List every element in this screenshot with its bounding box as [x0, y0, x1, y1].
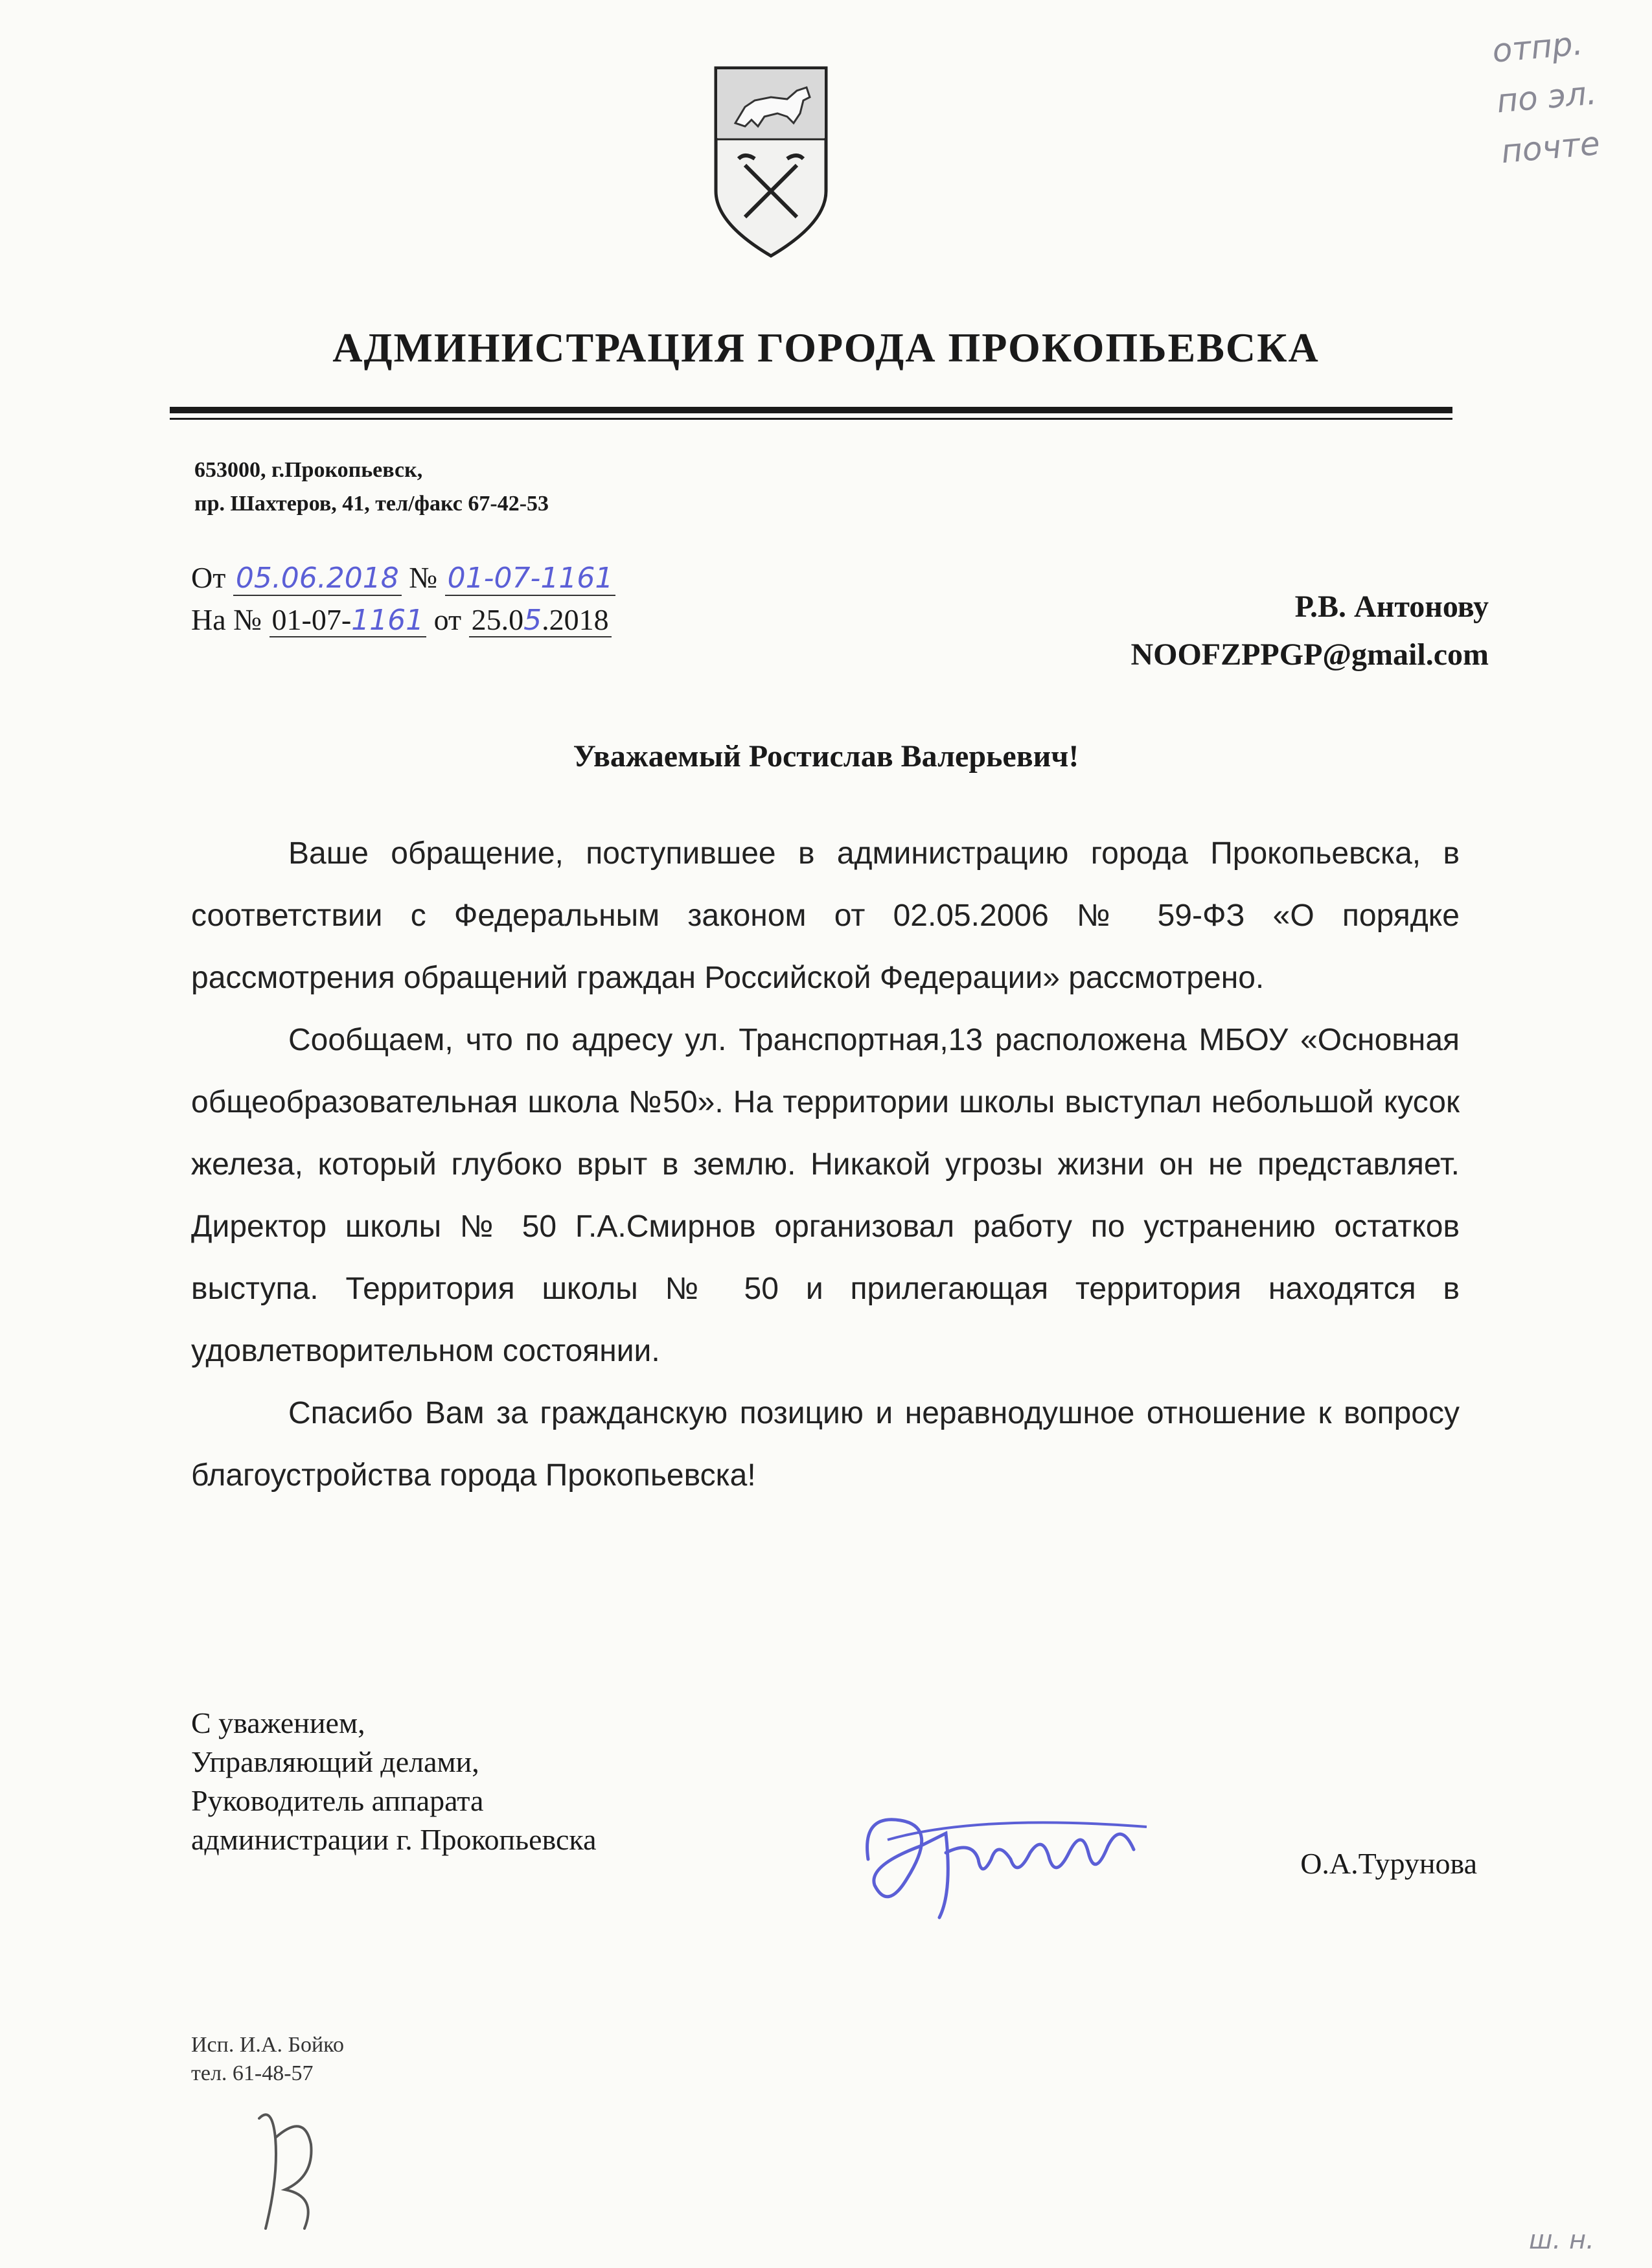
- reply-registration: [191, 599, 615, 641]
- corner-note-line: по эл.: [1495, 74, 1598, 120]
- reply-date: [469, 603, 612, 637]
- closing-line: администрации г. Прокопьевска: [191, 1823, 597, 1856]
- recipient-block: [1130, 583, 1489, 679]
- body-paragraph: Сообщаем, что по адресу ул. Транспортная,13 расположена МБОУ «Основная общеобразовательная школа №50». На территории школы выступал небольшой кусок железа, который глубоко врыт в землю. Никакой угрозы жизни он не представляет. Директор школы № 50 Г.А.Смирнов организовал работу по устранению остатков выступа. Территория школы № 50 и прилегающая территория находятся в удовлетворительном состоянии.: [191, 1023, 1460, 1368]
- reply-label: На №: [191, 603, 262, 636]
- signer-name: О.А.Турунова: [1300, 1847, 1477, 1880]
- closing-line: Руководитель аппарата: [191, 1784, 484, 1817]
- letter-body: [191, 823, 1460, 1507]
- corner-note-line: отпр.: [1491, 24, 1585, 70]
- outgoing-date: 05.06.2018: [233, 562, 402, 596]
- executor-block: [191, 2031, 344, 2088]
- reply-number: [270, 603, 427, 637]
- executor-name: Исп. И.А. Бойко: [191, 2033, 344, 2057]
- address-line: 653000, г.Прокопьевск,: [194, 458, 423, 482]
- outgoing-number: 01-07-1161: [445, 562, 616, 596]
- reply-date-handwritten: 5: [523, 604, 542, 637]
- reply-date-label: от: [433, 603, 462, 636]
- organization-address: [194, 453, 549, 521]
- from-label: От: [191, 561, 226, 594]
- reply-number-handwritten: 1161: [351, 604, 424, 637]
- greeting: Уважаемый Ростислав Валерьевич!: [573, 739, 1079, 773]
- header-divider-thick: [170, 407, 1452, 413]
- closing-line: Управляющий делами,: [191, 1745, 479, 1778]
- number-label: №: [409, 561, 438, 594]
- footer-pencil-mark: ш. н.: [1529, 2225, 1594, 2255]
- initials-mark-icon: [246, 2099, 330, 2241]
- reply-number-printed: 01-07-: [271, 603, 352, 636]
- header-divider-thin: [170, 418, 1452, 420]
- organization-title: АДМИНИСТРАЦИЯ ГОРОДА ПРОКОПЬЕВСКА: [332, 325, 1320, 371]
- outgoing-registration: [191, 557, 615, 599]
- reply-date-printed: 25.0: [471, 603, 524, 636]
- executor-phone: тел. 61-48-57: [191, 2061, 314, 2085]
- reply-date-year: .2018: [542, 603, 609, 636]
- recipient-email: NOOFZPPGP@gmail.com: [1130, 637, 1489, 672]
- address-line: пр. Шахтеров, 41, тел/факс 67-42-53: [194, 492, 549, 516]
- registration-block: [191, 557, 615, 641]
- coat-of-arms-icon: [709, 62, 832, 262]
- closing-line: С уважением,: [191, 1706, 365, 1739]
- corner-note-line: почте: [1499, 124, 1601, 171]
- body-paragraph: Спасибо Вам за гражданскую позицию и неравнодушное отношение к вопросу благоустройства города Прокопьевска!: [191, 1396, 1460, 1493]
- closing-block: [191, 1704, 597, 1859]
- corner-handwritten-note: [1490, 14, 1646, 177]
- recipient-name: Р.В. Антонову: [1294, 590, 1489, 624]
- signature-icon: [849, 1788, 1160, 1937]
- body-paragraph: Ваше обращение, поступившее в администрацию города Прокопьевска, в соответствии с Федеральным законом от 02.05.2006 № 59-ФЗ «О порядке рассмотрения обращений граждан Российской Федерации» рассмотрено.: [191, 836, 1460, 995]
